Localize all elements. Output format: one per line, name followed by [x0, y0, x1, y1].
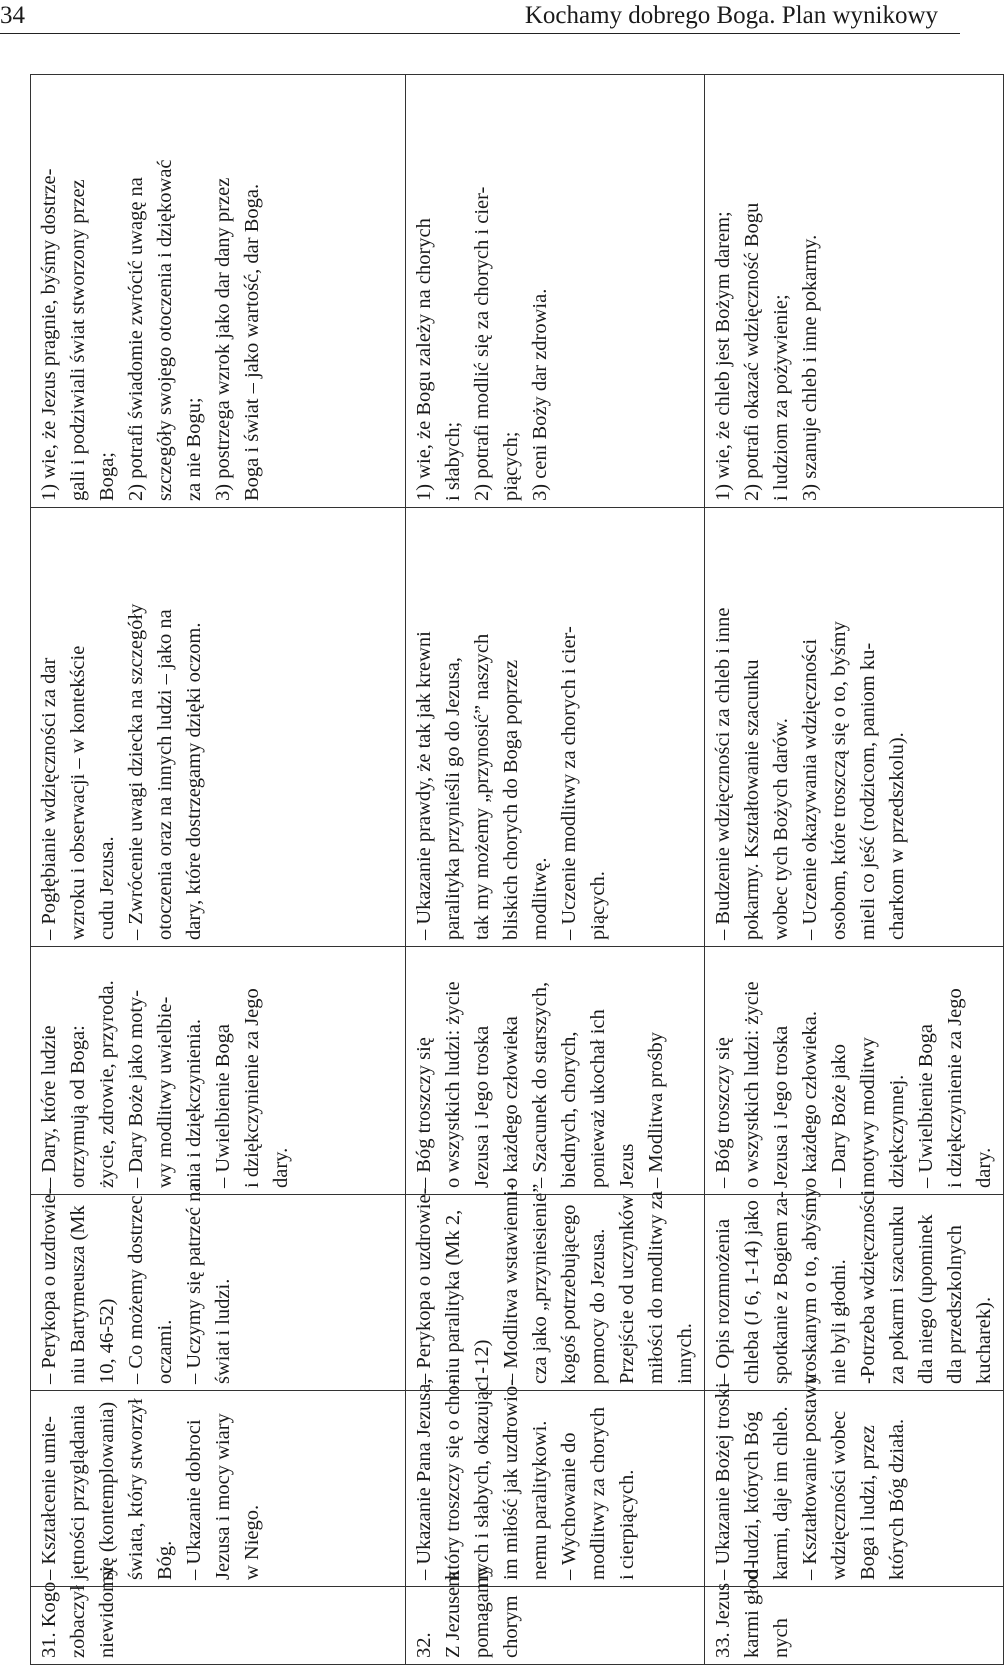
cell-text-line: ponieważ ukochał ich [587, 1009, 609, 1188]
cell-text-line: wobec tych Bożych darów. [770, 718, 792, 940]
cell-text-line: – Bóg troszczy się [712, 1037, 734, 1188]
cell-text-line: wdzięczności wobec [828, 1410, 850, 1580]
cell-text-line: wzroku i obserwacji – w kontekście [67, 645, 89, 940]
cell-text-line: 2) potrafi świadomie zwrócić uwagę na [125, 177, 147, 501]
cell-text-line: 33. Jezus [712, 1582, 734, 1658]
cell-text-line: mieli co jeść (rodzicom, paniom ku- [857, 642, 879, 940]
cell-text-line: dla przedszkolnych [944, 1225, 966, 1384]
cell-text-line: nie byli głodni. [828, 1259, 850, 1384]
cell-text-line: tak my możemy „przynosić” naszych [471, 633, 493, 940]
rotated-table-container [30, 75, 995, 1665]
cell-text-line: – Modlitwa prośby [645, 1031, 667, 1188]
cell-catechetical-goals [705, 1373, 1004, 1587]
cell-catechetical-goals [31, 1391, 406, 1587]
cell-text-line: się (kontemplowania) [96, 1401, 118, 1580]
cell-text-line: pomagamy [471, 1566, 493, 1658]
cell-text-line: – Perykopa o uzdrowie- [38, 1187, 60, 1384]
cell-catechetical-goals [406, 1378, 705, 1587]
cell-text-line: świata, który stworzył [125, 1398, 147, 1580]
cell-text-line: – Uczenie modlitwy za chorych i cier- [558, 626, 580, 940]
page-number: 34 [0, 2, 25, 29]
cell-text-line: 3) szanuje chleb i inne pokarmy. [799, 234, 821, 501]
cell-text-line: – Opis rozmnożenia [712, 1218, 734, 1384]
cell-text-line: cza jako „przyniesienie” [529, 1183, 551, 1384]
cell-key-terms [406, 947, 705, 1195]
cell-text-line: niewidomy [96, 1565, 118, 1658]
cell-text-line: chleba (J 6, 1-14) jako [741, 1200, 763, 1384]
cell-text-line: wy modlitwy uwielbie- [154, 996, 176, 1188]
cell-text-line: jętności przyglądania [67, 1405, 89, 1580]
cell-text-line: o każdego człowieka. [799, 1010, 821, 1188]
cell-text-line: – Ukazanie Pana Jezusa, [413, 1378, 435, 1580]
cell-text-line: modlitwę. [529, 857, 551, 940]
cell-text-line: -Potrzeba wdzięczności [857, 1189, 879, 1384]
cell-text-line: pokarmy. Kształtowanie szacunku [741, 659, 763, 940]
cell-text-line: motywy modlitwy [857, 1037, 879, 1188]
cell-text-line: gali i podziwiali świat stworzony przez [67, 179, 89, 501]
cell-text-line: – Bóg troszczy się [413, 1037, 435, 1188]
cell-lesson-topic [31, 1565, 406, 1665]
cell-lesson-topic [705, 1561, 1004, 1665]
cell-text-line: i dziękczynienie za Jego [944, 988, 966, 1188]
cell-text-line: rych i słabych, okazując [471, 1381, 493, 1580]
cell-text-line: – Dary, które ludzie [38, 1025, 60, 1188]
cell-text-line: w Niego. [241, 1504, 263, 1580]
cell-lesson-content [705, 1186, 1004, 1391]
cell-text-line: i ludziom za pożywienie; [770, 294, 792, 501]
cell-text-line: pomocy do Jezusa. [587, 1228, 609, 1384]
cell-text-line: – Perykopa o uzdrowie- [413, 1187, 435, 1384]
cell-text-line: nia i dziękczynienia. [183, 1018, 205, 1188]
cell-text-line: Boga; [96, 452, 118, 501]
cell-text-line: których Bóg działa. [886, 1418, 908, 1580]
cell-text-line: za pokarm i szacunku [886, 1205, 908, 1384]
cell-text-line: – Ukazanie prawdy, że tak jak krewni [413, 631, 435, 940]
cell-lesson-content [406, 1183, 705, 1391]
cell-text-line: troskanym o to, abyśmy [799, 1186, 821, 1384]
cell-text-line: paralityka przynieśli go do Jezusa, [442, 657, 464, 940]
lesson-plan-table [30, 74, 1004, 1665]
cell-text-line: – Uczenie okazywania wdzięczności [799, 638, 821, 940]
cell-text-line: cudu Jezusa. [96, 836, 118, 940]
cell-text-line: charkom w przedszkolu). [886, 732, 908, 940]
cell-text-line: Jezusa i mocy wiary [212, 1413, 234, 1580]
cell-learning-outcomes [705, 75, 1004, 508]
cell-text-line: Bóg. [154, 1540, 176, 1580]
cell-text-line: dziękczynnej. [886, 1074, 908, 1188]
cell-text-line: – Ukazanie Bożej troski [712, 1382, 734, 1580]
cell-text-line: o każdego człowieka [500, 1016, 522, 1188]
cell-text-line: Jezusa i Jego troska [770, 1025, 792, 1188]
table-row [705, 75, 1004, 1665]
running-title: Kochamy dobrego Boga. Plan wynikowy [524, 2, 938, 29]
cell-text-line: – Dary Boże jako [828, 1043, 850, 1188]
cell-text-line: 2) potrafi modlić się za chorych i cier- [471, 186, 493, 501]
cell-text-line: – Dary Boże jako moty- [125, 989, 147, 1188]
cell-text-line: Z Jezusem [442, 1570, 464, 1658]
cell-text-line: – Wychowanie do [558, 1432, 580, 1580]
cell-key-terms [31, 947, 406, 1195]
cell-text-line: – Pogłębianie wdzięczności za dar [38, 657, 60, 940]
cell-text-line: chorym [500, 1595, 522, 1658]
cell-lesson-content [31, 1182, 406, 1391]
cell-text-line: – Ukazanie dobroci [183, 1419, 205, 1580]
cell-text-line: modlitwy za chorych [587, 1406, 609, 1580]
cell-text-line: dary. [973, 1147, 995, 1188]
cell-text-line: – Zwrócenie uwagi dziecka na szczegóły [125, 603, 147, 940]
cell-text-line: 1) wie, że chleb jest Bożym darem; [712, 211, 734, 501]
cell-text-line: 3) ceni Boży dar zdrowia. [529, 288, 551, 501]
cell-text-line: biednych, chorych, [558, 1031, 580, 1188]
cell-text-line: – Szacunek do starszych, [529, 981, 551, 1188]
cell-text-line: nemu paralitykowi. [529, 1420, 551, 1580]
cell-text-line: innych. [674, 1323, 696, 1384]
cell-text-line: – Kształcenie umie- [38, 1416, 60, 1580]
cell-text-line: im miłość jak uzdrowio- [500, 1379, 522, 1580]
cell-text-line: dary. [270, 1147, 292, 1188]
cell-text-line: i cierpiących. [616, 1469, 638, 1580]
table-row [31, 75, 406, 1665]
cell-text-line: szczegóły swojego otoczenia i dziękować [154, 159, 176, 501]
cell-text-line: o ludzi, których Bóg [741, 1411, 763, 1580]
cell-text-line: karmi głod- [741, 1561, 763, 1658]
cell-text-line: i słabych; [442, 421, 464, 501]
cell-text-line: który troszczy się o cho- [442, 1378, 464, 1580]
cell-text-line: – Budzenie wdzięczności za chleb i inne [712, 607, 734, 940]
cell-text-line: – Uczymy się patrzeć na [183, 1182, 205, 1384]
table-row [406, 75, 705, 1665]
cell-text-line: bliskich chorych do Boga poprzez [500, 659, 522, 940]
cell-text-line: miłości do modlitwy za [645, 1190, 667, 1384]
cell-text-line: Boga i ludzi, przez [857, 1425, 879, 1580]
header-rule [0, 33, 960, 34]
cell-text-line: dary, które dostrzegamy dzięki oczom. [183, 622, 205, 940]
cell-text-line: życie, zdrowie, przyroda. [96, 980, 118, 1188]
page-header [0, 0, 960, 34]
cell-learning-outcomes [31, 75, 406, 508]
cell-text-line: 1-12) [471, 1339, 493, 1384]
cell-text-line: piących; [500, 431, 522, 501]
cell-text-line: – Modlitwa wstawienni- [500, 1183, 522, 1384]
cell-text-line: oczami. [154, 1319, 176, 1384]
cell-text-line: niu Bartymeusza (Mk [67, 1205, 89, 1384]
cell-text-line: zobaczył [67, 1585, 89, 1658]
cell-text-line: karmi, daje im chleb. [770, 1406, 792, 1580]
cell-text-line: 32. [413, 1632, 435, 1658]
cell-text-line: i dziękczynienie za Jego [241, 988, 263, 1188]
cell-text-line: 2) potrafi okazać wdzięczność Bogu [741, 202, 763, 501]
cell-text-line: spotkanie z Bogiem za- [770, 1191, 792, 1384]
cell-text-line: Boga i świat – jako wartość, dar Boga. [241, 183, 263, 501]
cell-text-line: piących. [587, 871, 609, 940]
cell-text-line: – Kształtowanie postawy [799, 1373, 821, 1580]
cell-text-line: Jezusa i Jego troska [471, 1025, 493, 1188]
cell-text-line: Jezus [616, 1143, 638, 1188]
lesson-plan-table-wrapper [30, 75, 995, 1665]
cell-text-line: 3) postrzega wzrok jako dar dany przez [212, 177, 234, 501]
cell-text-line: kucharek). [973, 1296, 995, 1384]
cell-text-line: Przejście od uczynków [616, 1195, 638, 1384]
cell-text-line: za nie Bogu; [183, 397, 205, 501]
cell-text-line: o wszystkich ludzi: życie [741, 981, 763, 1188]
cell-key-terms [705, 947, 1004, 1195]
cell-educational-tasks [406, 508, 705, 947]
cell-text-line: 31. Kogo [38, 1581, 60, 1658]
cell-text-line: 10, 46-52) [96, 1298, 118, 1384]
cell-text-line: świat i ludzi. [212, 1278, 234, 1384]
cell-text-line: o wszystkich ludzi: życie [442, 981, 464, 1188]
cell-text-line: nych [770, 1618, 792, 1658]
cell-educational-tasks [31, 508, 406, 947]
cell-text-line: – Uwielbienie Boga [915, 1024, 937, 1188]
cell-text-line: otoczenia oraz na innych ludzi – jako na [154, 609, 176, 940]
cell-text-line: 1) wie, że Bogu zależy na chorych [413, 218, 435, 501]
cell-text-line: osobom, które troszczą się o to, byśmy [828, 621, 850, 940]
cell-text-line: – Uwielbienie Boga [212, 1024, 234, 1188]
cell-educational-tasks [705, 508, 1004, 947]
cell-text-line: 1) wie, że Jezus pragnie, byśmy dostrze- [38, 168, 60, 501]
cell-learning-outcomes [406, 75, 705, 508]
cell-text-line: kogoś potrzebującego [558, 1204, 580, 1384]
cell-text-line: niu paralityka (Mk 2, [442, 1209, 464, 1384]
cell-text-line: otrzymują od Boga: [67, 1025, 89, 1188]
cell-text-line: dla niego (upominek [915, 1214, 937, 1384]
cell-lesson-topic [406, 1566, 705, 1665]
cell-text-line: – Co możemy dostrzec [125, 1195, 147, 1384]
